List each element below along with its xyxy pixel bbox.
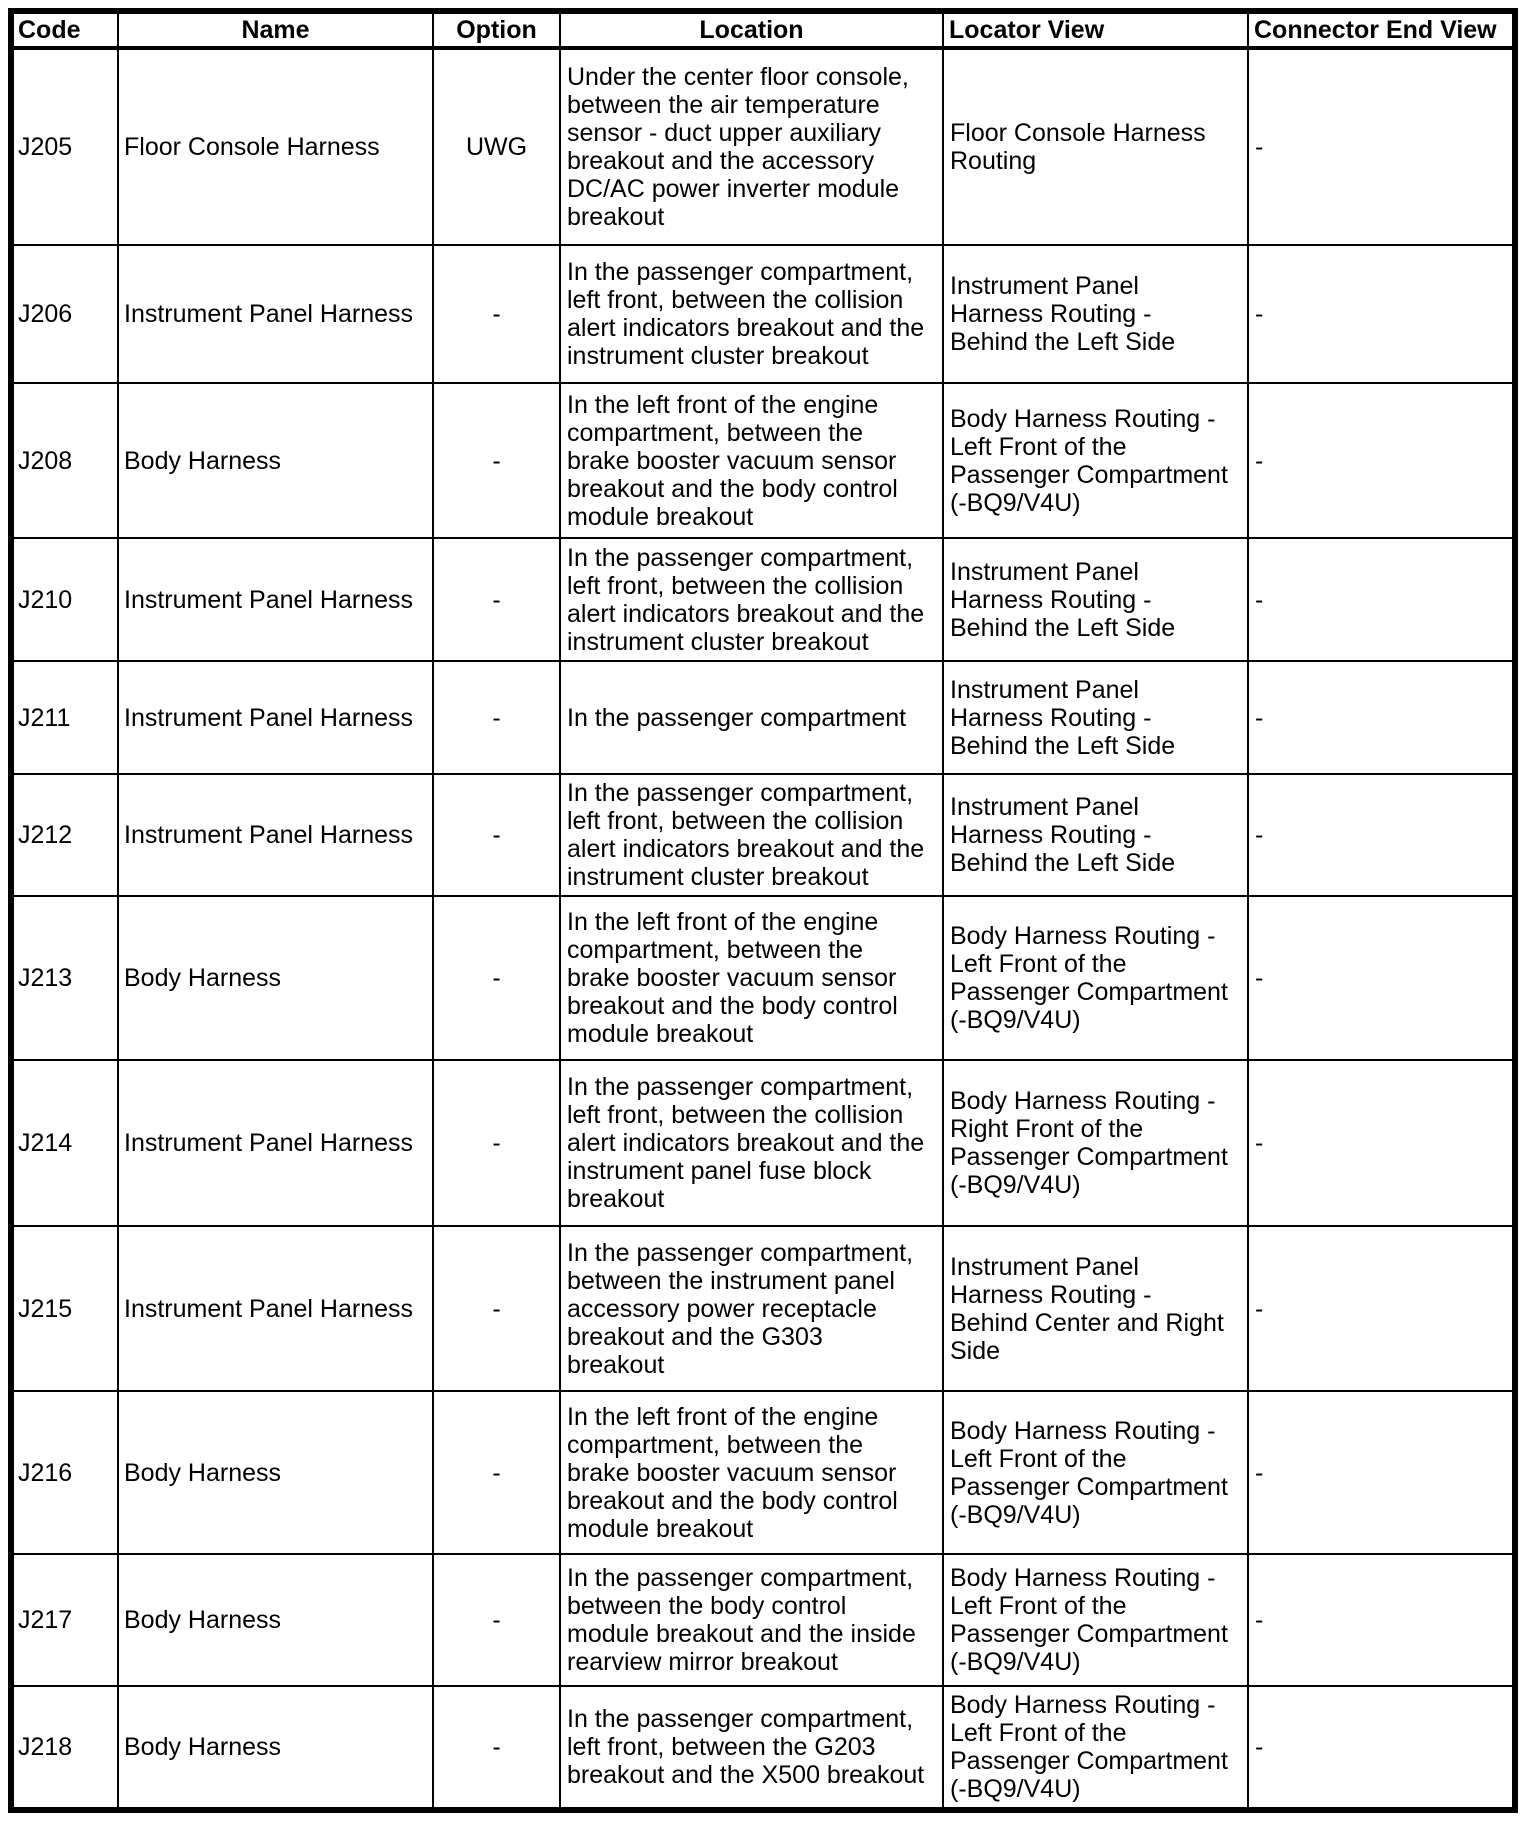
locator-view-text: Instrument Panel Harness Routing - Behind Center and Right Side <box>950 1252 1224 1365</box>
column-header-locator-view: Locator View <box>943 11 1248 48</box>
connector-end-view-cell: - <box>1248 1391 1515 1554</box>
table-row <box>11 896 1515 1060</box>
location-text: In the passenger compartment, left front, between the collision alert indicators breakout and the instrument cluster breakout <box>567 543 925 656</box>
locator-view-text: Instrument Panel Harness Routing - Behind the Left Side <box>950 557 1176 642</box>
locator-view-text: Body Harness Routing - Left Front of the Passenger Compartment (-BQ9/V4U) <box>950 922 1228 1034</box>
location-cell <box>560 48 943 245</box>
table-row <box>11 1060 1515 1226</box>
name-cell: Body Harness <box>118 1391 433 1554</box>
table-row <box>11 383 1515 538</box>
locator-view-text: Instrument Panel Harness Routing - Behind the Left Side <box>950 793 1176 877</box>
locator-view-text: Instrument Panel Harness Routing - Behind the Left Side <box>950 675 1176 760</box>
column-header-name: Name <box>118 11 433 48</box>
option-cell: - <box>433 1060 560 1226</box>
location-text: In the passenger compartment, left front, between the collision alert indicators breakout and the instrument panel fuse block breakout <box>567 1073 925 1213</box>
locator-view-cell <box>943 1226 1248 1391</box>
locator-view-cell <box>943 1554 1248 1686</box>
location-cell <box>560 538 943 661</box>
location-cell <box>560 1554 943 1686</box>
option-cell: - <box>433 774 560 896</box>
location-text: In the left front of the engine compartment, between the brake booster vacuum sensor breakout and the body control module breakout <box>567 390 898 531</box>
connector-end-view-cell: - <box>1248 774 1515 896</box>
code-cell: J206 <box>11 245 118 383</box>
name-cell: Instrument Panel Harness <box>118 661 433 774</box>
locator-view-text: Body Harness Routing - Left Front of the Passenger Compartment (-BQ9/V4U) <box>950 1416 1228 1529</box>
location-text: In the passenger compartment, left front, between the collision alert indicators breakout and the instrument cluster breakout <box>567 258 925 370</box>
location-cell <box>560 1060 943 1226</box>
name-cell: Instrument Panel Harness <box>118 774 433 896</box>
table-row <box>11 774 1515 896</box>
option-cell: - <box>433 1226 560 1391</box>
connector-end-view-cell: - <box>1248 1226 1515 1391</box>
code-cell: J215 <box>11 1226 118 1391</box>
code-cell: J213 <box>11 896 118 1060</box>
locator-view-cell <box>943 774 1248 896</box>
name-cell: Body Harness <box>118 1686 433 1810</box>
option-cell: - <box>433 538 560 661</box>
locator-view-text: Floor Console Harness Routing <box>950 119 1206 175</box>
column-header-connector-end-view: Connector End View <box>1248 11 1515 48</box>
location-cell <box>560 245 943 383</box>
code-cell: J212 <box>11 774 118 896</box>
table-row <box>11 661 1515 774</box>
table-row <box>11 1226 1515 1391</box>
code-cell: J216 <box>11 1391 118 1554</box>
code-cell: J214 <box>11 1060 118 1226</box>
location-text: In the passenger compartment, between the instrument panel accessory power receptacle breakout and the G303 breakout <box>567 1238 914 1379</box>
locator-view-cell <box>943 1060 1248 1226</box>
locator-view-text: Body Harness Routing - Left Front of the Passenger Compartment (-BQ9/V4U) <box>950 1564 1228 1676</box>
locator-view-cell <box>943 383 1248 538</box>
code-cell: J218 <box>11 1686 118 1810</box>
column-header-code: Code <box>11 11 118 48</box>
connector-end-view-cell: - <box>1248 48 1515 245</box>
name-cell: Floor Console Harness <box>118 48 433 245</box>
column-header-option: Option <box>433 11 560 48</box>
connector-end-view-cell: - <box>1248 1686 1515 1810</box>
locator-view-text: Body Harness Routing - Left Front of the Passenger Compartment (-BQ9/V4U) <box>950 1691 1228 1803</box>
locator-view-text: Body Harness Routing - Right Front of the Passenger Compartment (-BQ9/V4U) <box>950 1087 1228 1199</box>
name-cell: Body Harness <box>118 896 433 1060</box>
connector-end-view-cell: - <box>1248 896 1515 1060</box>
locator-view-cell <box>943 1391 1248 1554</box>
table-row <box>11 1686 1515 1810</box>
table-row <box>11 48 1515 245</box>
location-text: In the left front of the engine compartment, between the brake booster vacuum sensor breakout and the body control module breakout <box>567 1402 898 1543</box>
code-cell: J210 <box>11 538 118 661</box>
option-cell: - <box>433 245 560 383</box>
location-cell <box>560 896 943 1060</box>
code-cell: J217 <box>11 1554 118 1686</box>
option-cell: - <box>433 383 560 538</box>
location-cell <box>560 1391 943 1554</box>
table-row <box>11 1391 1515 1554</box>
locator-view-cell <box>943 48 1248 245</box>
option-cell: - <box>433 1686 560 1810</box>
location-text: In the passenger compartment <box>567 703 907 732</box>
header-row <box>11 11 1515 48</box>
code-cell: J208 <box>11 383 118 538</box>
location-text: In the passenger compartment, left front, between the G203 breakout and the X500 breakout <box>567 1705 925 1789</box>
location-cell <box>560 1686 943 1810</box>
connector-end-view-cell: - <box>1248 661 1515 774</box>
table-row <box>11 1554 1515 1686</box>
table-row <box>11 245 1515 383</box>
connector-end-view-cell: - <box>1248 538 1515 661</box>
name-cell: Instrument Panel Harness <box>118 1226 433 1391</box>
locator-view-cell <box>943 896 1248 1060</box>
connector-end-view-cell: - <box>1248 245 1515 383</box>
column-header-location: Location <box>560 11 943 48</box>
location-text: In the passenger compartment, left front, between the collision alert indicators breakout and the instrument cluster breakout <box>567 779 925 891</box>
location-cell <box>560 661 943 774</box>
locator-view-text: Body Harness Routing - Left Front of the Passenger Compartment (-BQ9/V4U) <box>950 404 1228 517</box>
connector-end-view-cell: - <box>1248 1060 1515 1226</box>
name-cell: Instrument Panel Harness <box>118 538 433 661</box>
code-cell: J211 <box>11 661 118 774</box>
locator-view-cell <box>943 245 1248 383</box>
location-text: In the passenger compartment, between the body control module breakout and the inside rearview mirror breakout <box>567 1564 916 1676</box>
name-cell: Instrument Panel Harness <box>118 245 433 383</box>
code-cell: J205 <box>11 48 118 245</box>
locator-view-cell <box>943 538 1248 661</box>
option-cell: - <box>433 1391 560 1554</box>
option-cell: UWG <box>433 48 560 245</box>
name-cell: Body Harness <box>118 383 433 538</box>
location-cell <box>560 1226 943 1391</box>
locator-view-cell <box>943 1686 1248 1810</box>
locator-view-text: Instrument Panel Harness Routing - Behind the Left Side <box>950 272 1176 356</box>
connector-end-view-cell: - <box>1248 383 1515 538</box>
option-cell: - <box>433 661 560 774</box>
location-cell <box>560 383 943 538</box>
harness-connector-table <box>8 8 1518 1813</box>
location-cell <box>560 774 943 896</box>
location-text: In the left front of the engine compartment, between the brake booster vacuum sensor breakout and the body control module breakout <box>567 908 898 1048</box>
locator-view-cell <box>943 661 1248 774</box>
table-row <box>11 538 1515 661</box>
name-cell: Body Harness <box>118 1554 433 1686</box>
option-cell: - <box>433 1554 560 1686</box>
location-text: Under the center floor console, between the air temperature sensor - duct upper auxiliary breakout and the accessory DC/AC power inverter module breakout <box>567 63 909 231</box>
connector-end-view-cell: - <box>1248 1554 1515 1686</box>
name-cell: Instrument Panel Harness <box>118 1060 433 1226</box>
option-cell: - <box>433 896 560 1060</box>
